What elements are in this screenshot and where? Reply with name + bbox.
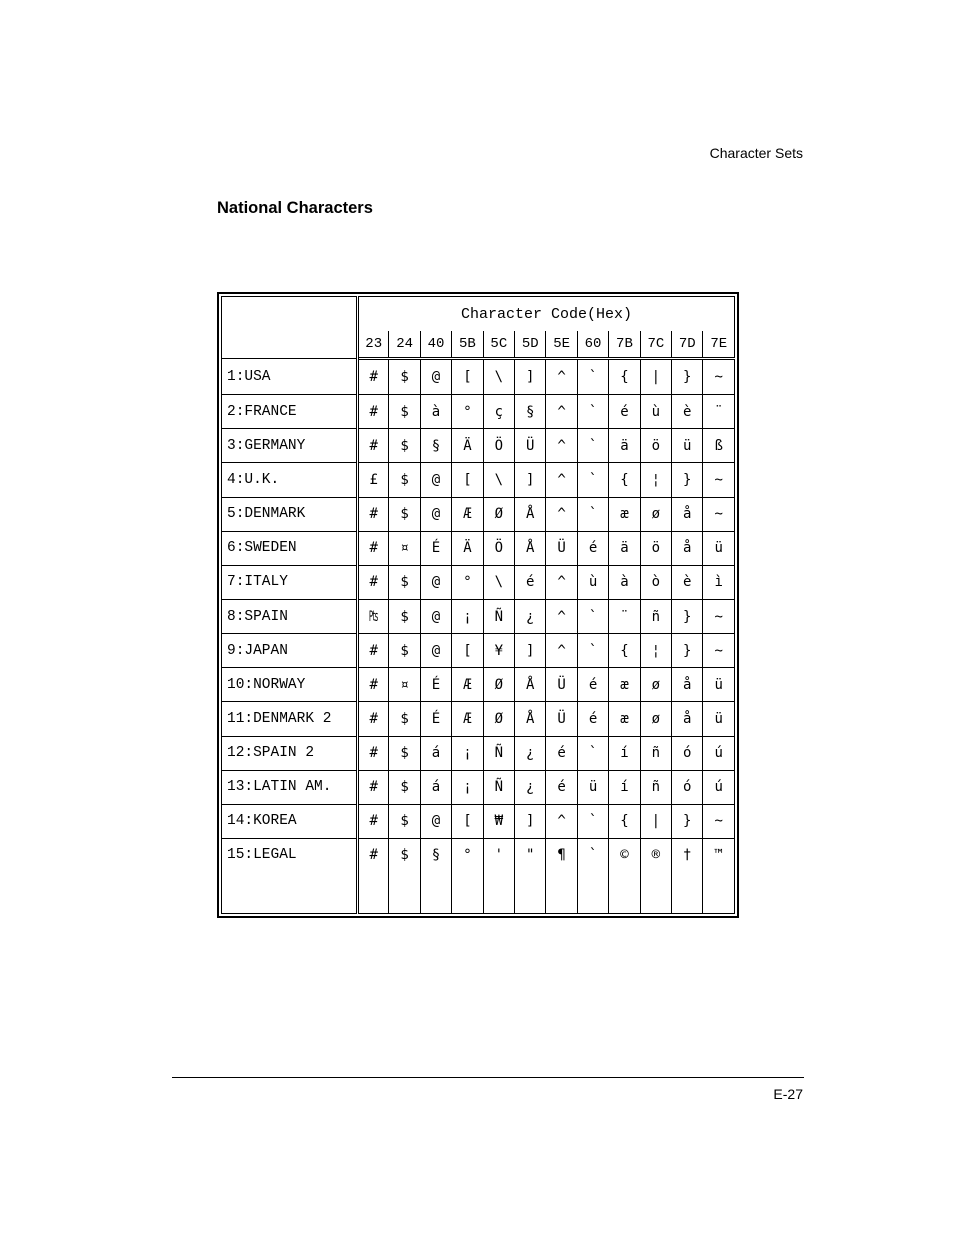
footer-rule	[172, 1077, 804, 1078]
character-cell: ¡	[452, 770, 483, 804]
character-cell: ¿	[515, 770, 546, 804]
country-label: 7:ITALY	[222, 565, 358, 599]
character-cell: Ü	[546, 668, 577, 702]
character-cell: $	[389, 395, 420, 429]
character-cell: Ø	[483, 702, 514, 736]
character-cell: Ñ	[483, 599, 514, 633]
character-cell: @	[420, 599, 451, 633]
character-cell: ú	[703, 770, 735, 804]
character-cell: å	[672, 668, 703, 702]
character-cell: É	[420, 702, 451, 736]
character-cell: {	[609, 634, 640, 668]
character-cell: Å	[515, 531, 546, 565]
character-cell: Å	[515, 497, 546, 531]
character-cell: $	[389, 359, 420, 395]
character-cell: #	[358, 395, 389, 429]
character-cell: #	[358, 429, 389, 463]
character-cell: }	[672, 804, 703, 838]
character-cell: @	[420, 804, 451, 838]
hex-code-header: 23	[358, 331, 389, 359]
character-cell: ^	[546, 804, 577, 838]
character-cell: ©	[609, 839, 640, 914]
character-cell: ^	[546, 565, 577, 599]
character-cell: §	[515, 395, 546, 429]
character-cell: ¡	[452, 736, 483, 770]
character-cell: à	[420, 395, 451, 429]
character-cell: É	[420, 531, 451, 565]
character-cell: ^	[546, 463, 577, 497]
table-row	[222, 736, 735, 770]
country-label: 14:KOREA	[222, 804, 358, 838]
character-cell: é	[577, 702, 608, 736]
character-cell: °	[452, 395, 483, 429]
character-cell: ß	[703, 429, 735, 463]
character-cell: ®	[640, 839, 671, 914]
character-cell: Ü	[515, 429, 546, 463]
hex-code-header: 5D	[515, 331, 546, 359]
character-cell: Ñ	[483, 770, 514, 804]
character-cell: §	[420, 839, 451, 914]
character-cell: }	[672, 463, 703, 497]
character-cell: ñ	[640, 736, 671, 770]
character-cell: É	[420, 668, 451, 702]
character-cell: ù	[640, 395, 671, 429]
character-cell: ^	[546, 429, 577, 463]
character-cell: $	[389, 599, 420, 633]
country-label: 8:SPAIN	[222, 599, 358, 633]
character-cell: @	[420, 359, 451, 395]
character-cell: ç	[483, 395, 514, 429]
character-cell: ₩	[483, 804, 514, 838]
character-cell: ò	[640, 565, 671, 599]
character-cell: |	[640, 804, 671, 838]
hex-code-header: 7C	[640, 331, 671, 359]
character-cell: Ä	[452, 429, 483, 463]
character-cell: ¡	[452, 599, 483, 633]
table-row	[222, 497, 735, 531]
character-cell: ü	[577, 770, 608, 804]
character-cell: ]	[515, 634, 546, 668]
character-cell: á	[420, 770, 451, 804]
country-label: 9:JAPAN	[222, 634, 358, 668]
character-cell: \	[483, 463, 514, 497]
country-label: 12:SPAIN 2	[222, 736, 358, 770]
character-cell: #	[358, 770, 389, 804]
character-cell: ~	[703, 497, 735, 531]
character-cell: `	[577, 736, 608, 770]
character-cell: é	[515, 565, 546, 599]
character-cell: ^	[546, 497, 577, 531]
character-cell: #	[358, 359, 389, 395]
character-cell: ¥	[483, 634, 514, 668]
character-cell: ö	[640, 531, 671, 565]
character-cell: Ø	[483, 668, 514, 702]
character-cell: [	[452, 463, 483, 497]
character-cell: Ö	[483, 531, 514, 565]
character-cell: ñ	[640, 770, 671, 804]
character-cell: \	[483, 565, 514, 599]
character-cell: [	[452, 804, 483, 838]
character-cell: ^	[546, 359, 577, 395]
character-cell: $	[389, 634, 420, 668]
character-cell: `	[577, 839, 608, 914]
character-cell: è	[672, 395, 703, 429]
character-set-table-frame	[217, 292, 739, 918]
table-row	[222, 770, 735, 804]
character-cell: {	[609, 804, 640, 838]
character-cell: ¦	[640, 634, 671, 668]
character-cell: ~	[703, 804, 735, 838]
character-cell: ¨	[609, 599, 640, 633]
character-cell: Ü	[546, 531, 577, 565]
hex-code-header: 5B	[452, 331, 483, 359]
character-cell: í	[609, 770, 640, 804]
character-cell: ¿	[515, 599, 546, 633]
character-cell: \	[483, 359, 514, 395]
character-cell: @	[420, 634, 451, 668]
character-cell: ø	[640, 702, 671, 736]
character-cell: Ü	[546, 702, 577, 736]
character-cell: ù	[577, 565, 608, 599]
hex-code-header: 7D	[672, 331, 703, 359]
character-cell: ø	[640, 668, 671, 702]
character-cell: é	[546, 736, 577, 770]
country-label: 4:U.K.	[222, 463, 358, 497]
character-cell: ä	[609, 531, 640, 565]
character-cell: @	[420, 497, 451, 531]
character-cell: Å	[515, 668, 546, 702]
running-head: Character Sets	[709, 145, 803, 161]
character-cell: ø	[640, 497, 671, 531]
table-body	[222, 359, 735, 914]
table-row	[222, 668, 735, 702]
character-cell: `	[577, 395, 608, 429]
character-cell: ¨	[703, 395, 735, 429]
character-cell: ¿	[515, 736, 546, 770]
character-cell: Å	[515, 702, 546, 736]
character-cell: `	[577, 463, 608, 497]
character-cell: ä	[609, 429, 640, 463]
character-cell: "	[515, 839, 546, 914]
hex-code-header: 5E	[546, 331, 577, 359]
character-cell: ~	[703, 599, 735, 633]
character-cell: Ø	[483, 497, 514, 531]
character-cell: }	[672, 599, 703, 633]
country-label: 6:SWEDEN	[222, 531, 358, 565]
hex-code-header: 60	[577, 331, 608, 359]
character-cell: $	[389, 839, 420, 914]
character-cell: †	[672, 839, 703, 914]
character-cell: ~	[703, 359, 735, 395]
character-cell: `	[577, 497, 608, 531]
character-cell: æ	[609, 668, 640, 702]
character-cell: è	[672, 565, 703, 599]
character-cell: ñ	[640, 599, 671, 633]
character-cell: @	[420, 565, 451, 599]
character-cell: å	[672, 702, 703, 736]
country-label: 5:DENMARK	[222, 497, 358, 531]
character-cell: ~	[703, 463, 735, 497]
table-row	[222, 599, 735, 633]
character-cell: å	[672, 531, 703, 565]
character-cell: }	[672, 359, 703, 395]
character-cell: #	[358, 804, 389, 838]
character-cell: é	[546, 770, 577, 804]
character-cell: Ä	[452, 531, 483, 565]
section-title: National Characters	[217, 199, 373, 217]
hex-code-header: 7B	[609, 331, 640, 359]
character-cell: `	[577, 599, 608, 633]
character-cell: `	[577, 359, 608, 395]
table-row	[222, 531, 735, 565]
character-cell: `	[577, 804, 608, 838]
character-cell: ^	[546, 634, 577, 668]
character-cell: ¤	[389, 668, 420, 702]
character-cell: ~	[703, 634, 735, 668]
character-cell: $	[389, 770, 420, 804]
hex-code-header: 7E	[703, 331, 735, 359]
table-row	[222, 359, 735, 395]
character-cell: °	[452, 565, 483, 599]
country-label: 3:GERMANY	[222, 429, 358, 463]
national-characters-table	[221, 296, 735, 914]
character-cell: £	[358, 463, 389, 497]
character-cell: à	[609, 565, 640, 599]
character-cell: {	[609, 359, 640, 395]
character-cell: #	[358, 839, 389, 914]
character-cell: $	[389, 736, 420, 770]
character-cell: é	[577, 668, 608, 702]
character-cell: ö	[640, 429, 671, 463]
table-row	[222, 463, 735, 497]
table-row	[222, 395, 735, 429]
table-corner-cell	[222, 297, 358, 359]
character-cell: #	[358, 668, 389, 702]
character-cell: $	[389, 565, 420, 599]
character-cell: #	[358, 565, 389, 599]
character-cell: #	[358, 634, 389, 668]
table-row	[222, 429, 735, 463]
hex-code-header: 24	[389, 331, 420, 359]
character-cell: ]	[515, 463, 546, 497]
character-cell: @	[420, 463, 451, 497]
character-cell: ^	[546, 599, 577, 633]
character-cell: Æ	[452, 668, 483, 702]
country-label: 1:USA	[222, 359, 358, 395]
character-cell: Ö	[483, 429, 514, 463]
character-cell: ]	[515, 804, 546, 838]
character-cell: ó	[672, 736, 703, 770]
character-cell: [	[452, 634, 483, 668]
table-row	[222, 839, 735, 914]
character-cell: æ	[609, 702, 640, 736]
character-cell: ü	[703, 531, 735, 565]
character-cell: `	[577, 429, 608, 463]
character-cell: #	[358, 531, 389, 565]
character-cell: é	[609, 395, 640, 429]
character-cell: °	[452, 839, 483, 914]
character-cell: Æ	[452, 497, 483, 531]
character-cell: Ñ	[483, 736, 514, 770]
country-label: 15:LEGAL	[222, 839, 358, 914]
character-cell: ü	[703, 702, 735, 736]
table-row	[222, 804, 735, 838]
character-cell: '	[483, 839, 514, 914]
country-label: 2:FRANCE	[222, 395, 358, 429]
character-cell: $	[389, 702, 420, 736]
character-cell: $	[389, 497, 420, 531]
character-cell: ^	[546, 395, 577, 429]
character-cell: #	[358, 497, 389, 531]
character-cell: æ	[609, 497, 640, 531]
country-label: 10:NORWAY	[222, 668, 358, 702]
character-cell: |	[640, 359, 671, 395]
character-cell: {	[609, 463, 640, 497]
character-cell: ¤	[389, 531, 420, 565]
character-cell: #	[358, 736, 389, 770]
character-cell: á	[420, 736, 451, 770]
character-cell: $	[389, 463, 420, 497]
character-cell: §	[420, 429, 451, 463]
character-cell: ¶	[546, 839, 577, 914]
country-label: 13:LATIN AM.	[222, 770, 358, 804]
character-cell: é	[577, 531, 608, 565]
character-cell: $	[389, 429, 420, 463]
character-cell: ü	[703, 668, 735, 702]
character-cell: å	[672, 497, 703, 531]
character-cell: ™	[703, 839, 735, 914]
character-cell: ]	[515, 359, 546, 395]
character-cell: [	[452, 359, 483, 395]
character-cell: ì	[703, 565, 735, 599]
table-row	[222, 634, 735, 668]
hex-code-header: 5C	[483, 331, 514, 359]
character-cell: Æ	[452, 702, 483, 736]
character-cell: í	[609, 736, 640, 770]
character-cell: ú	[703, 736, 735, 770]
table-row	[222, 702, 735, 736]
character-cell: }	[672, 634, 703, 668]
table-caption: Character Code(Hex)	[358, 297, 735, 332]
character-cell: ₧	[358, 599, 389, 633]
page-number: E-27	[773, 1086, 803, 1102]
table-row	[222, 565, 735, 599]
character-cell: `	[577, 634, 608, 668]
character-cell: ó	[672, 770, 703, 804]
hex-code-header: 40	[420, 331, 451, 359]
country-label: 11:DENMARK 2	[222, 702, 358, 736]
character-cell: ¦	[640, 463, 671, 497]
character-cell: ü	[672, 429, 703, 463]
character-cell: $	[389, 804, 420, 838]
character-cell: #	[358, 702, 389, 736]
